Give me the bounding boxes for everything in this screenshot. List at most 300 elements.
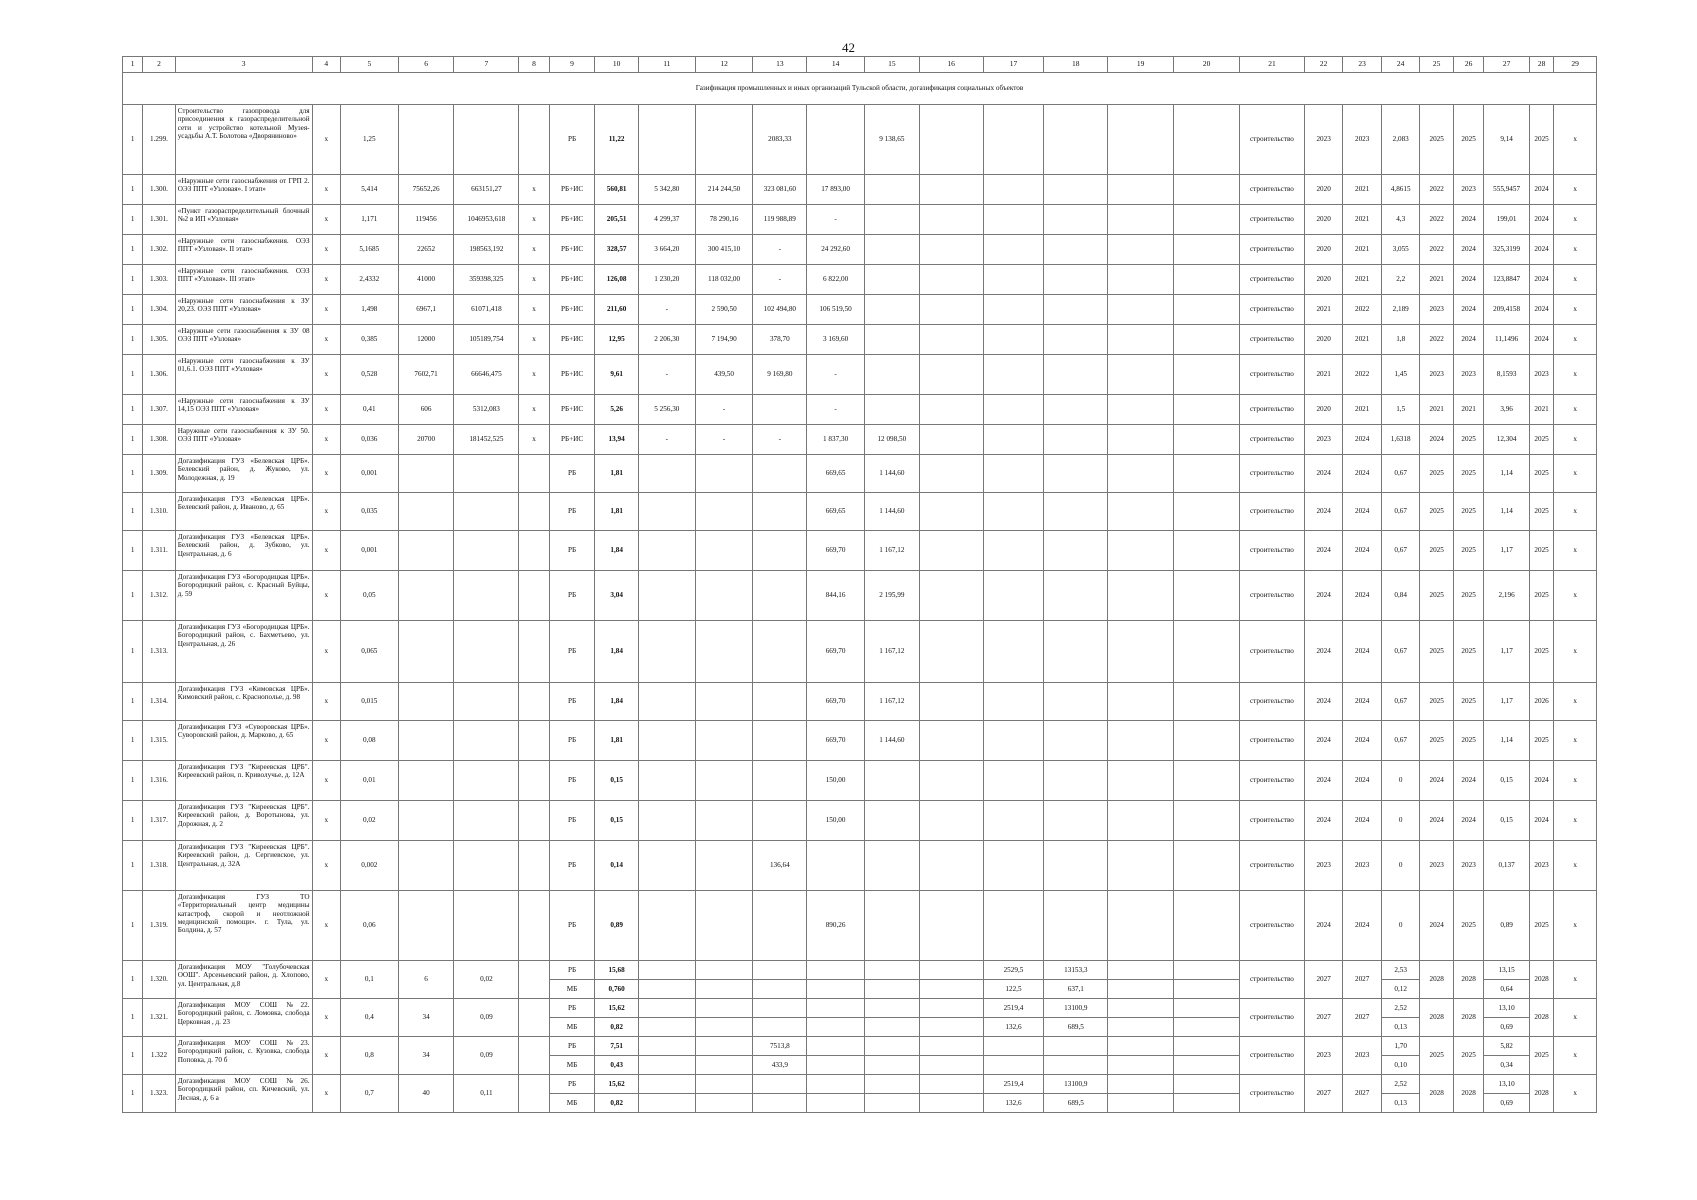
table-cell: 2024 (1529, 175, 1553, 205)
table-cell: 2 195,99 (864, 571, 919, 621)
table-cell (983, 425, 1044, 455)
table-cell (864, 961, 919, 980)
table-cell: 2025 (1420, 621, 1453, 683)
table-cell (1044, 841, 1108, 891)
table-cell: 2025 (1529, 1037, 1553, 1075)
table-cell: 0,05 (340, 571, 398, 621)
table-cell: 211,60 (595, 295, 639, 325)
table-cell (398, 493, 454, 531)
table-cell: МБ (549, 1094, 595, 1113)
table-cell: 1,81 (595, 455, 639, 493)
table-cell: - (638, 295, 695, 325)
table-cell: 1 (123, 325, 143, 355)
column-number: 5 (340, 57, 398, 73)
table-row (123, 841, 1597, 891)
table-cell: строительство (1240, 999, 1305, 1037)
table-cell (983, 761, 1044, 801)
table-cell: 9,61 (595, 355, 639, 395)
table-cell (864, 761, 919, 801)
table-cell: 2024 (1529, 325, 1553, 355)
table-cell: 0,02 (454, 961, 519, 999)
table-cell: 1.313. (143, 621, 175, 683)
table-cell (1108, 355, 1174, 395)
table-cell (1108, 1056, 1174, 1075)
table-cell: 1 (123, 175, 143, 205)
table-cell: 1,17 (1484, 531, 1530, 571)
table-cell: 0,67 (1381, 683, 1420, 721)
table-cell (807, 999, 865, 1018)
table-cell: 0,02 (340, 801, 398, 841)
table-cell (638, 621, 695, 683)
table-cell (519, 721, 549, 761)
table-cell: 1 (123, 891, 143, 961)
table-cell (983, 175, 1044, 205)
table-cell: 2021 (1420, 265, 1453, 295)
table-cell: 2024 (1529, 761, 1553, 801)
table-cell: x (312, 721, 340, 761)
object-name-cell: Догазификация ГУЗ ТО «Территориальный центр медицины катастроф, скорой и неотложной медицинской помощи». г. Тула, ул. Болдина, д. 57 (175, 891, 312, 961)
table-cell (519, 571, 549, 621)
table-cell (983, 295, 1044, 325)
table-cell: РБ (549, 455, 595, 493)
table-cell (864, 980, 919, 999)
table-cell (638, 980, 695, 999)
table-cell (454, 455, 519, 493)
table-cell (1174, 1094, 1240, 1113)
table-cell: 0,001 (340, 455, 398, 493)
table-cell: 13100,9 (1044, 1075, 1108, 1094)
table-cell: 1 (123, 721, 143, 761)
object-name-cell: «Наружные сети газоснабжения от ГРП 2. ОЭЗ ППТ «Узловая». I этап» (175, 175, 312, 205)
table-cell (919, 980, 983, 999)
table-cell: 0,41 (340, 395, 398, 425)
table-cell (1044, 891, 1108, 961)
table-cell (1108, 531, 1174, 571)
table-cell (1044, 455, 1108, 493)
table-cell: 5 342,80 (638, 175, 695, 205)
table-cell: 2028 (1420, 999, 1453, 1037)
table-cell (1174, 175, 1240, 205)
table-cell: 2025 (1453, 721, 1483, 761)
table-cell: 2024 (1304, 531, 1343, 571)
table-cell (807, 1056, 865, 1075)
table-cell (864, 1037, 919, 1056)
table-cell (695, 841, 753, 891)
table-cell (983, 395, 1044, 425)
table-cell: 1 (123, 425, 143, 455)
table-cell (753, 683, 807, 721)
table-cell: 2024 (1343, 621, 1382, 683)
table-cell (1044, 683, 1108, 721)
table-cell: 7513,8 (753, 1037, 807, 1056)
column-number: 21 (1240, 57, 1305, 73)
table-cell: 2024 (1304, 683, 1343, 721)
table-row (123, 999, 1597, 1018)
table-cell: 1,25 (340, 105, 398, 175)
table-cell: 0,67 (1381, 621, 1420, 683)
column-number: 6 (398, 57, 454, 73)
table-cell (695, 801, 753, 841)
table-cell: строительство (1240, 961, 1305, 999)
table-cell: 0,14 (595, 841, 639, 891)
table-cell (1108, 235, 1174, 265)
table-cell: 1,17 (1484, 683, 1530, 721)
table-cell (1174, 961, 1240, 980)
table-cell: 2020 (1304, 325, 1343, 355)
table-cell: 2023 (1420, 355, 1453, 395)
table-cell (919, 841, 983, 891)
table-cell: строительство (1240, 891, 1305, 961)
table-cell: МБ (549, 1018, 595, 1037)
table-cell (638, 801, 695, 841)
table-cell (454, 841, 519, 891)
table-cell: 1 (123, 205, 143, 235)
table-cell (864, 999, 919, 1018)
table-cell (1174, 891, 1240, 961)
table-cell: x (519, 265, 549, 295)
table-cell: 0,065 (340, 621, 398, 683)
table-cell: РБ (549, 105, 595, 175)
table-cell: 40 (398, 1075, 454, 1113)
table-cell: 1,14 (1484, 493, 1530, 531)
table-cell: 1.300. (143, 175, 175, 205)
table-cell (919, 891, 983, 961)
table-cell: x (312, 105, 340, 175)
table-cell (919, 425, 983, 455)
table-cell (753, 1018, 807, 1037)
table-cell (753, 961, 807, 980)
table-cell: РБ (549, 999, 595, 1018)
table-cell (864, 801, 919, 841)
table-cell (454, 493, 519, 531)
table-cell: 118 032,00 (695, 265, 753, 295)
column-number: 19 (1108, 57, 1174, 73)
table-cell (919, 175, 983, 205)
column-number-row (123, 57, 1597, 73)
table-cell (695, 1075, 753, 1094)
table-cell (983, 455, 1044, 493)
table-cell: 2023 (1420, 295, 1453, 325)
table-cell: x (312, 325, 340, 355)
table-cell (454, 761, 519, 801)
table-cell (519, 761, 549, 801)
table-cell: 2025 (1529, 105, 1553, 175)
table-cell (1044, 1056, 1108, 1075)
table-cell: РБ+ИС (549, 355, 595, 395)
table-cell (1044, 105, 1108, 175)
table-cell: 0,69 (1484, 1094, 1530, 1113)
table-cell: 2023 (1453, 355, 1483, 395)
column-number: 7 (454, 57, 519, 73)
table-cell: x (1554, 205, 1597, 235)
table-row (123, 205, 1597, 235)
table-row (123, 961, 1597, 980)
table-cell (1174, 325, 1240, 355)
table-cell (1108, 721, 1174, 761)
table-cell: x (1554, 325, 1597, 355)
table-cell (919, 325, 983, 355)
table-cell (695, 980, 753, 999)
table-cell: x (312, 761, 340, 801)
table-cell: 15,68 (595, 961, 639, 980)
table-cell: 2021 (1343, 265, 1382, 295)
table-cell: 1.309. (143, 455, 175, 493)
table-cell: строительство (1240, 721, 1305, 761)
table-cell (1174, 425, 1240, 455)
table-cell (753, 999, 807, 1018)
table-cell: 2025 (1453, 683, 1483, 721)
table-cell: 1 (123, 621, 143, 683)
column-number: 14 (807, 57, 865, 73)
table-cell: 0,69 (1484, 1018, 1530, 1037)
table-cell (753, 801, 807, 841)
table-cell (1174, 1037, 1240, 1056)
column-number: 12 (695, 57, 753, 73)
object-name-cell: Догазификация МОУ "Голубочевская ООШ". Арсеньевский район, д. Хлопово, ул. Центральная, д.8 (175, 961, 312, 999)
table-cell: 0,89 (595, 891, 639, 961)
table-cell: 2022 (1420, 235, 1453, 265)
table-cell: x (519, 355, 549, 395)
table-cell: 669,70 (807, 621, 865, 683)
table-cell: 2023 (1453, 175, 1483, 205)
column-number: 24 (1381, 57, 1420, 73)
table-cell: 5 256,30 (638, 395, 695, 425)
table-cell: строительство (1240, 205, 1305, 235)
table-cell: строительство (1240, 455, 1305, 493)
table-cell: 2024 (1304, 493, 1343, 531)
table-cell (454, 683, 519, 721)
table-cell: 0,035 (340, 493, 398, 531)
table-cell: 119 988,89 (753, 205, 807, 235)
column-number: 16 (919, 57, 983, 73)
table-cell: 22652 (398, 235, 454, 265)
table-cell (1174, 1056, 1240, 1075)
table-cell: 13,10 (1484, 999, 1530, 1018)
column-number: 28 (1529, 57, 1553, 73)
table-cell: 1 (123, 801, 143, 841)
table-cell: 1.311. (143, 531, 175, 571)
table-cell: РБ (549, 683, 595, 721)
table-cell (983, 355, 1044, 395)
table-cell (919, 1018, 983, 1037)
object-name-cell: «Наружные сети газоснабжения к ЗУ 01,6.1. ОЭЗ ППТ «Узловая» (175, 355, 312, 395)
table-cell: - (695, 425, 753, 455)
table-cell: x (1554, 395, 1597, 425)
table-cell: 1 (123, 493, 143, 531)
table-cell: 2021 (1529, 395, 1553, 425)
table-cell: 2024 (1343, 455, 1382, 493)
table-cell: 2024 (1343, 801, 1382, 841)
table-cell: 102 494,80 (753, 295, 807, 325)
table-cell: 2024 (1304, 761, 1343, 801)
table-cell (1044, 325, 1108, 355)
table-cell (1108, 493, 1174, 531)
table-cell: 2 590,50 (695, 295, 753, 325)
table-cell: РБ (549, 621, 595, 683)
table-cell (638, 1037, 695, 1056)
table-cell: 1 (123, 235, 143, 265)
table-cell (753, 571, 807, 621)
table-cell (519, 1075, 549, 1113)
table-cell: 0,15 (1484, 801, 1530, 841)
table-cell (1108, 105, 1174, 175)
table-cell: 198563,192 (454, 235, 519, 265)
table-cell (1044, 425, 1108, 455)
table-cell (1108, 295, 1174, 325)
table-cell: 1,81 (595, 721, 639, 761)
table-cell: 2023 (1304, 841, 1343, 891)
table-row (123, 175, 1597, 205)
table-cell (638, 1075, 695, 1094)
table-cell: 2021 (1304, 295, 1343, 325)
table-cell (398, 105, 454, 175)
table-cell: 3,055 (1381, 235, 1420, 265)
table-cell: 2025 (1420, 1037, 1453, 1075)
table-cell (1108, 1018, 1174, 1037)
table-cell (919, 395, 983, 425)
table-cell: 0,15 (595, 801, 639, 841)
table-cell: x (1554, 621, 1597, 683)
table-row (123, 493, 1597, 531)
table-cell: 2024 (1529, 205, 1553, 235)
table-cell (864, 891, 919, 961)
object-name-cell: «Наружные сети газоснабжения к ЗУ 14,15 ОЭЗ ППТ «Узловая» (175, 395, 312, 425)
table-cell: - (638, 355, 695, 395)
table-cell: 11,22 (595, 105, 639, 175)
table-cell: 2024 (1453, 295, 1483, 325)
table-cell: строительство (1240, 175, 1305, 205)
table-cell: 2028 (1529, 999, 1553, 1037)
table-cell: 2025 (1420, 721, 1453, 761)
table-cell: 2028 (1529, 1075, 1553, 1113)
table-cell: 2020 (1304, 175, 1343, 205)
table-cell: 2 206,30 (638, 325, 695, 355)
table-cell (919, 295, 983, 325)
table-cell (398, 531, 454, 571)
table-cell (398, 571, 454, 621)
table-cell: 2025 (1453, 1037, 1483, 1075)
table-cell: 1 167,12 (864, 683, 919, 721)
table-cell: 2,52 (1381, 1075, 1420, 1094)
table-cell: 669,70 (807, 683, 865, 721)
table-cell (864, 205, 919, 235)
table-cell: 1.323. (143, 1075, 175, 1113)
table-cell (519, 801, 549, 841)
table-cell: 1 (123, 1037, 143, 1075)
object-name-cell: Догазификация ГУЗ "Киреевская ЦРБ". Киреевский район, д. Воротынова, ул. Дорожная, д. 2 (175, 801, 312, 841)
object-name-cell: Догазификация ГУЗ "Киреевская ЦРБ". Киреевский район, д. Сергиевское, ул. Центральная, д. 32А (175, 841, 312, 891)
table-cell: 2021 (1343, 395, 1382, 425)
table-cell: 1,70 (1381, 1037, 1420, 1056)
table-cell: 2024 (1420, 425, 1453, 455)
table-cell: РБ (549, 1075, 595, 1094)
table-cell: 2024 (1453, 265, 1483, 295)
table-cell (1044, 1037, 1108, 1056)
table-cell: x (1554, 295, 1597, 325)
table-row (123, 295, 1597, 325)
table-cell: x (312, 621, 340, 683)
column-number: 15 (864, 57, 919, 73)
object-name-cell: Догазификация ГУЗ «Белевская ЦРБ». Белевский район, д. Иваново, д. 65 (175, 493, 312, 531)
table-cell: 2024 (1420, 891, 1453, 961)
table-cell (1108, 761, 1174, 801)
table-cell: 1.316. (143, 761, 175, 801)
object-name-cell: «Наружные сети газоснабжения. ОЭЗ ППТ «Узловая». II этап» (175, 235, 312, 265)
table-cell (1044, 175, 1108, 205)
table-cell: 106 519,50 (807, 295, 865, 325)
table-cell: 1 (123, 265, 143, 295)
table-row (123, 1037, 1597, 1056)
table-cell (519, 999, 549, 1037)
table-cell: 9 138,65 (864, 105, 919, 175)
table-cell (1174, 571, 1240, 621)
table-cell: x (1554, 571, 1597, 621)
table-cell (1108, 980, 1174, 999)
table-cell: 669,65 (807, 455, 865, 493)
table-cell: 0,385 (340, 325, 398, 355)
table-cell: 0 (1381, 801, 1420, 841)
table-cell: 663151,27 (454, 175, 519, 205)
table-cell: x (1554, 891, 1597, 961)
table-cell (919, 105, 983, 175)
table-cell: 3 169,60 (807, 325, 865, 355)
table-cell: 3,04 (595, 571, 639, 621)
table-cell: - (807, 395, 865, 425)
table-cell: x (312, 571, 340, 621)
table-cell: 5,1685 (340, 235, 398, 265)
object-name-cell: Догазификация ГУЗ «Богородицкая ЦРБ». Богородицкий район, с. Бахметьево, ул. Центральная, д. 26 (175, 621, 312, 683)
table-cell: 2023 (1304, 425, 1343, 455)
table-cell (983, 531, 1044, 571)
table-cell (983, 841, 1044, 891)
table-cell: 6 822,00 (807, 265, 865, 295)
table-cell: строительство (1240, 801, 1305, 841)
table-cell: 2529,5 (983, 961, 1044, 980)
table-cell (398, 621, 454, 683)
table-row (123, 621, 1597, 683)
table-cell (753, 980, 807, 999)
table-cell: 13,15 (1484, 961, 1530, 980)
table-cell: 0,89 (1484, 891, 1530, 961)
table-cell: 669,70 (807, 531, 865, 571)
table-cell: 2025 (1453, 493, 1483, 531)
table-cell: 2025 (1420, 455, 1453, 493)
table-cell: 606 (398, 395, 454, 425)
column-number: 27 (1484, 57, 1530, 73)
object-name-cell: «Пункт газораспределительный блочный №2 в ИП «Узловая» (175, 205, 312, 235)
table-cell: 555,9457 (1484, 175, 1530, 205)
table-cell: 4 299,37 (638, 205, 695, 235)
table-cell (1108, 265, 1174, 295)
table-cell (398, 683, 454, 721)
table-cell: 2027 (1304, 961, 1343, 999)
table-cell: 0,001 (340, 531, 398, 571)
table-cell (519, 531, 549, 571)
object-name-cell: «Наружные сети газоснабжения. ОЭЗ ППТ «Узловая». III этап» (175, 265, 312, 295)
table-cell: 0,8 (340, 1037, 398, 1075)
table-cell (1108, 621, 1174, 683)
table-cell: 2021 (1343, 205, 1382, 235)
object-name-cell: Догазификация ГУЗ «Богородицкая ЦРБ». Богородицкий район, с. Красный Буйцы, д. 59 (175, 571, 312, 621)
table-cell: 2025 (1529, 571, 1553, 621)
table-cell (1174, 531, 1240, 571)
table-cell: 1,14 (1484, 455, 1530, 493)
table-cell: 2025 (1453, 105, 1483, 175)
table-cell (454, 105, 519, 175)
table-cell: 2023 (1343, 105, 1382, 175)
table-cell: x (519, 325, 549, 355)
column-number: 23 (1343, 57, 1382, 73)
